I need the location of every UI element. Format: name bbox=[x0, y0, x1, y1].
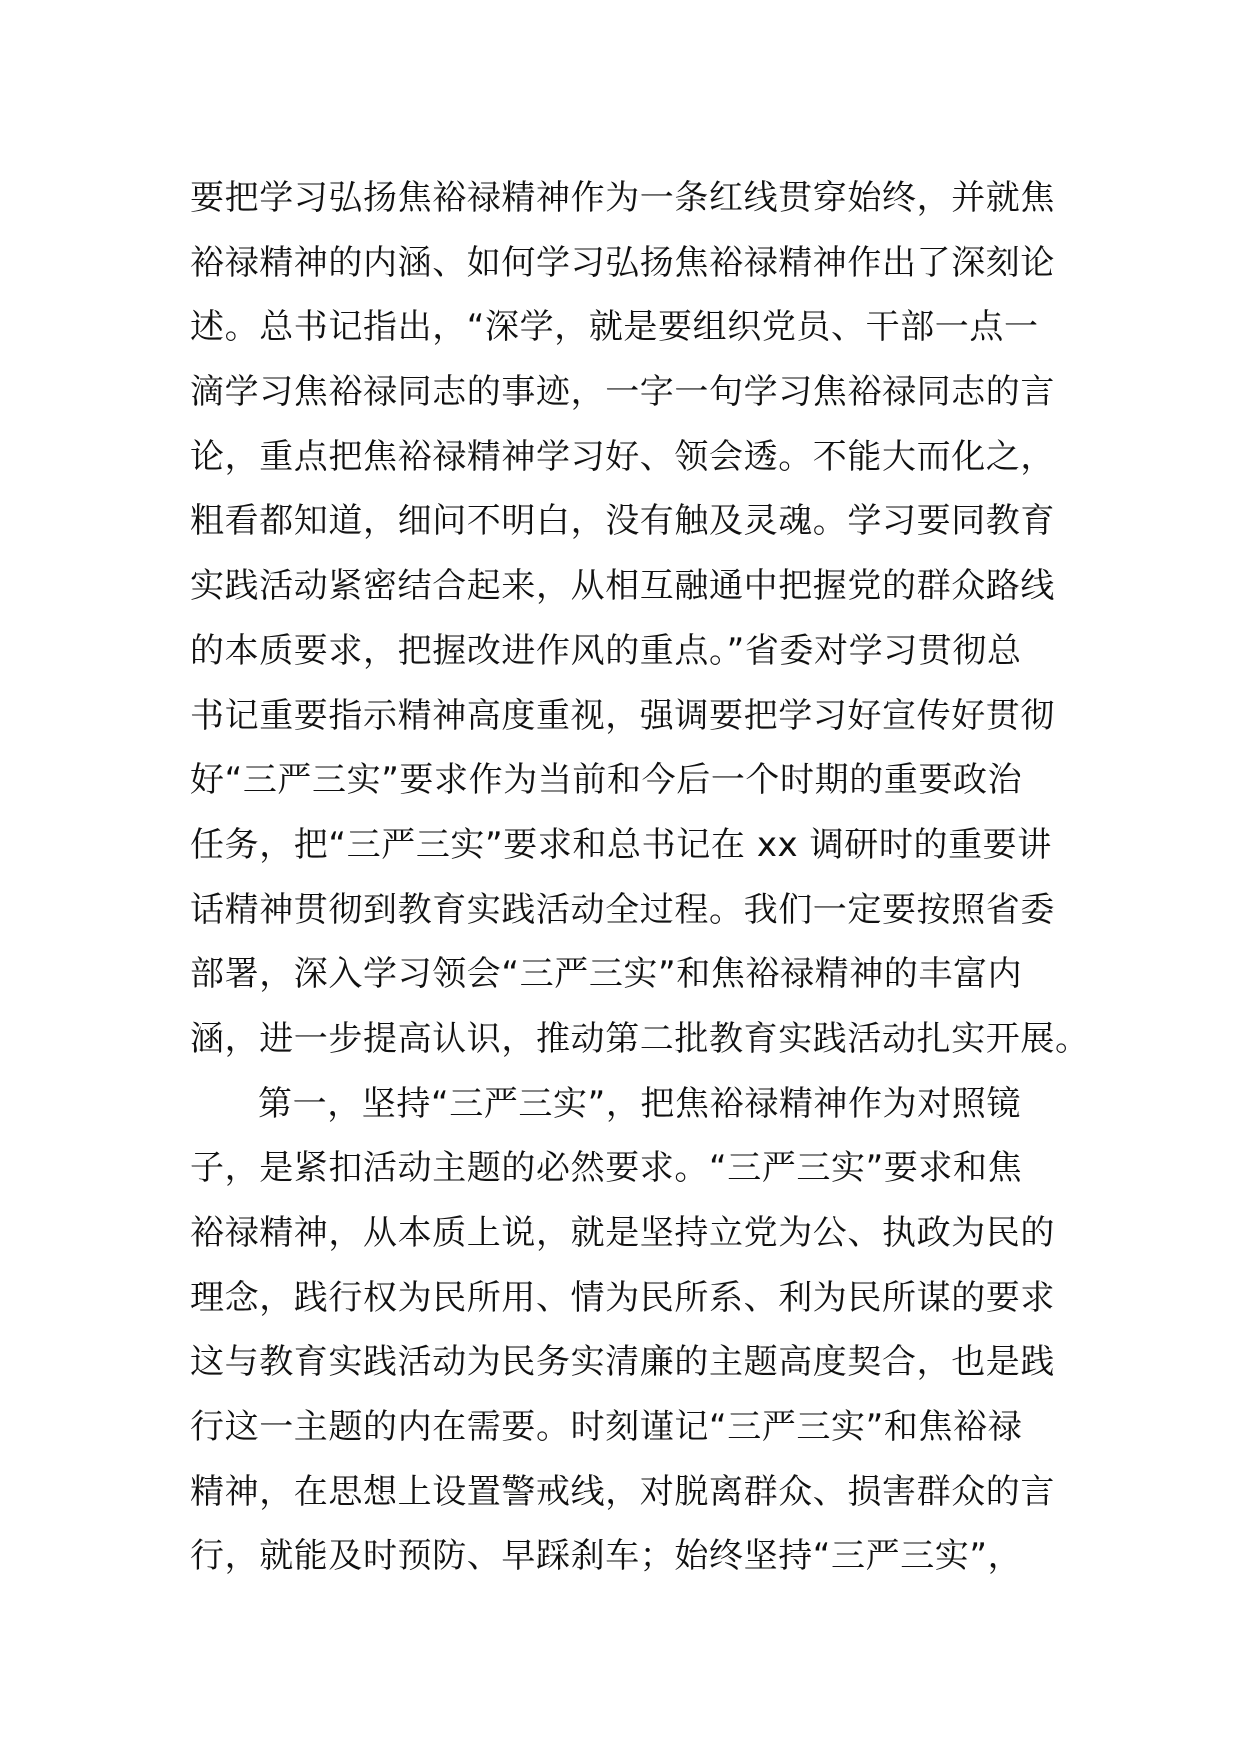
text-line: 涵，进一步提高认识，推动第二批教育实践活动扎实开展。 bbox=[190, 1018, 1090, 1059]
text-line: 实践活动紧密结合起来，从相互融通中把握党的群众路线 bbox=[190, 566, 1055, 607]
text-line: 书记重要指示精神高度重视，强调要把学习好宣传好贯彻 bbox=[190, 695, 1055, 736]
text-line: 裕禄精神，从本质上说，就是坚持立党为公、执政为民的 bbox=[190, 1213, 1055, 1253]
text-line: 部署，深入学习领会“三严三实”和焦裕禄精神的丰富内 bbox=[190, 954, 1023, 995]
text-line: 论，重点把焦裕禄精神学习好、领会透。不能大而化之， bbox=[190, 436, 1055, 477]
text-line: 任务，把“三严三实”要求和总书记在 xx 调研时的重要讲 bbox=[190, 824, 1052, 865]
text-line: 话精神贯彻到教育实践活动全过程。我们一定要按照省委 bbox=[190, 889, 1055, 930]
paragraph-start-line: 第一，坚持“三严三实”，把焦裕禄精神作为对照镜 bbox=[258, 1083, 1022, 1124]
body-text bbox=[190, 166, 1090, 1589]
text-line: 这与教育实践活动为民务实清廉的主题高度契合，也是践 bbox=[190, 1342, 1055, 1383]
text-line: 述。总书记指出，“深学，就是要组织党员、干部一点一 bbox=[190, 307, 1039, 348]
text-line: 理念，践行权为民所用、情为民所系、利为民所谋的要求 bbox=[190, 1277, 1055, 1318]
text-line: 好“三严三实”要求作为当前和今后一个时期的重要政治 bbox=[190, 760, 1023, 801]
text-line: 行，就能及时预防、早踩刹车；始终坚持“三严三实”， bbox=[190, 1536, 1023, 1577]
text-line: 粗看都知道，细问不明白，没有触及灵魂。学习要同教育 bbox=[190, 501, 1055, 542]
text-line: 行这一主题的内在需要。时刻谨记“三严三实”和焦裕禄 bbox=[190, 1407, 1023, 1448]
text-line: 的本质要求，把握改进作风的重点。”省委对学习贯彻总 bbox=[190, 630, 1022, 671]
text-line: 子，是紧扣活动主题的必然要求。“三严三实”要求和焦 bbox=[190, 1148, 1023, 1189]
text-line: 滴学习焦裕禄同志的事迹，一字一句学习焦裕禄同志的言 bbox=[190, 372, 1055, 413]
text-line: 要把学习弘扬焦裕禄精神作为一条红线贯穿始终，并就焦 bbox=[190, 178, 1055, 218]
text-line: 裕禄精神的内涵、如何学习弘扬焦裕禄精神作出了深刻论 bbox=[190, 242, 1055, 283]
text-line: 精神，在思想上设置警戒线，对脱离群众、损害群众的言 bbox=[190, 1471, 1055, 1512]
